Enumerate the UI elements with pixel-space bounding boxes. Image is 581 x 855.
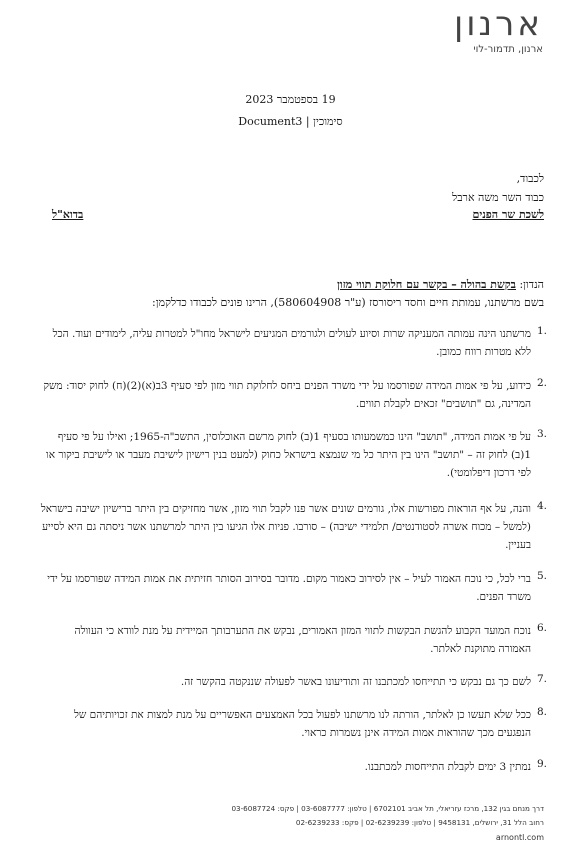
paragraph-text: מרשתנו הינה עמותה המעניקה שרות וסיוע לעולים ולגורמים המגיעים לישראל מחו"ל למטרות עליה, לימודים ועוד. הכל ללא מטרות רווח כמובן.: [52, 328, 531, 358]
intro-paragraph: בשם מרשתנו, עמותת חיים וחסד ריסורסז (ע"ר 580604908), הרינו פונים לכבודו כדלקמן:: [152, 296, 544, 309]
paragraph-number: 8.: [537, 706, 548, 718]
paragraph-text: נמתין 3 ימים לקבלת התייחסות למכתבנו.: [364, 761, 531, 773]
paragraph-number: 1.: [537, 325, 548, 337]
paragraph-number: 6.: [537, 622, 548, 634]
paragraph-number: 5.: [537, 570, 548, 582]
addressee-greeting: לכבוד,: [516, 172, 544, 185]
subject-line: [337, 278, 544, 291]
footer-website: arnontl.com: [495, 833, 544, 842]
paragraph-text: לשם כך גם נבקש כי תתייחסו למכתבנו זה ותודיעונו באשר לפעולה שננקטה בהקשר זה.: [180, 676, 531, 688]
logo-name: ארנון: [453, 4, 543, 44]
reference-line: סימוכין | Document3: [238, 115, 343, 128]
paragraph-text: כידוע, על פי אמות המידה שפורסמו על ידי משרד הפנים ביחס לחלוקת תווי מזון לפי סעיף 3ב(א)(2)(ח) לחוק יסוד: משק המדינה, גם "תושבים" זכאים לקבלת תווים.: [43, 380, 531, 410]
paragraph-number: 2.: [537, 377, 548, 389]
paragraph-text: ברי לכל, כי נוכח האמור לעיל – אין לסירוב כאמור מקום. מדובר בסירוב הסותר חזיתית את אמות המידה שפורסמו על ידי משרד הפנים.: [47, 573, 531, 603]
paragraph-number: 4.: [537, 500, 548, 512]
footer-address-tel-aviv: דרך מנחם בגין 132, מרכז עזריאלי, תל אביב 6702101 | טלפון: 03-6087777 | פקס: 03-6087724: [231, 804, 544, 813]
paragraph-text: נוכח המועד הקבוע להגשת הבקשות לתווי המזון האמורים, נבקש את התערבותך המיידית על מנת לוודא כי העוולה האמורה מתוקנת לאלתר.: [74, 625, 531, 655]
addressee-name: כבוד השר משה ארבל: [452, 191, 544, 204]
subject-prefix: הנדון:: [519, 278, 544, 291]
subject-text: בקשת בהולה – בקשר עם חלוקת תווי מזון: [337, 278, 516, 291]
paragraph-number: 3.: [537, 428, 548, 440]
paragraph-number: 9.: [537, 758, 548, 770]
company-logo: [393, 6, 543, 55]
footer-address-jerusalem: רחוב הלל 31, ירושלים, 9458131 | טלפון: 02-6239239 | פקס: 02-6239233: [295, 818, 544, 827]
paragraph-text: ככל שלא תעשו כן לאלתר, הורתה לנו מרשתנו לפעול בכל האמצעים האפשריים על מנת למצות את זכויותיהם של הנפגעים מכך שהוראות אמות המידה אינן נשמרות כראוי.: [74, 709, 531, 739]
addressee-office: לשכת שר הפנים: [472, 208, 544, 221]
logo-subtitle: ארנון, תדמור-לוי: [473, 44, 543, 55]
paragraph-text: על פי אמות המידה, "תושב" הינו כמשמעותו בסעיף 1(ב) לחוק מרשם האוכלוסין, התשכ"ה-1965; ואילו על פי סעיף 1(ב) לחוק זה – "תושב" הינו בין היתר כל מי שנמצא בישראל כחוק (למעט בנין רישיון לישיבת מעבר או לישיבת ביקור או לפי דרכון דיפלומטי).: [46, 431, 531, 479]
paragraph-number: 7.: [537, 673, 548, 685]
letter-date: 19 בספטמבר 2023: [245, 93, 336, 106]
paragraph-text: והנה, על אף הוראות מפורשות אלו, גורמים שונים אשר פנו לקבל תווי מזון, אשר מחזיקים בין היתר ברישיון ישיבה בישראל (למשל – מכוח אשרה לסטודנטים/ תלמידי ישיבה) – סורבו. פניות אלו הגיעו בין היתר למרשתנו אשר ניסתה גם היא לסייע בעניין.: [40, 503, 531, 551]
delivery-method: בדוא"ל: [52, 208, 84, 221]
